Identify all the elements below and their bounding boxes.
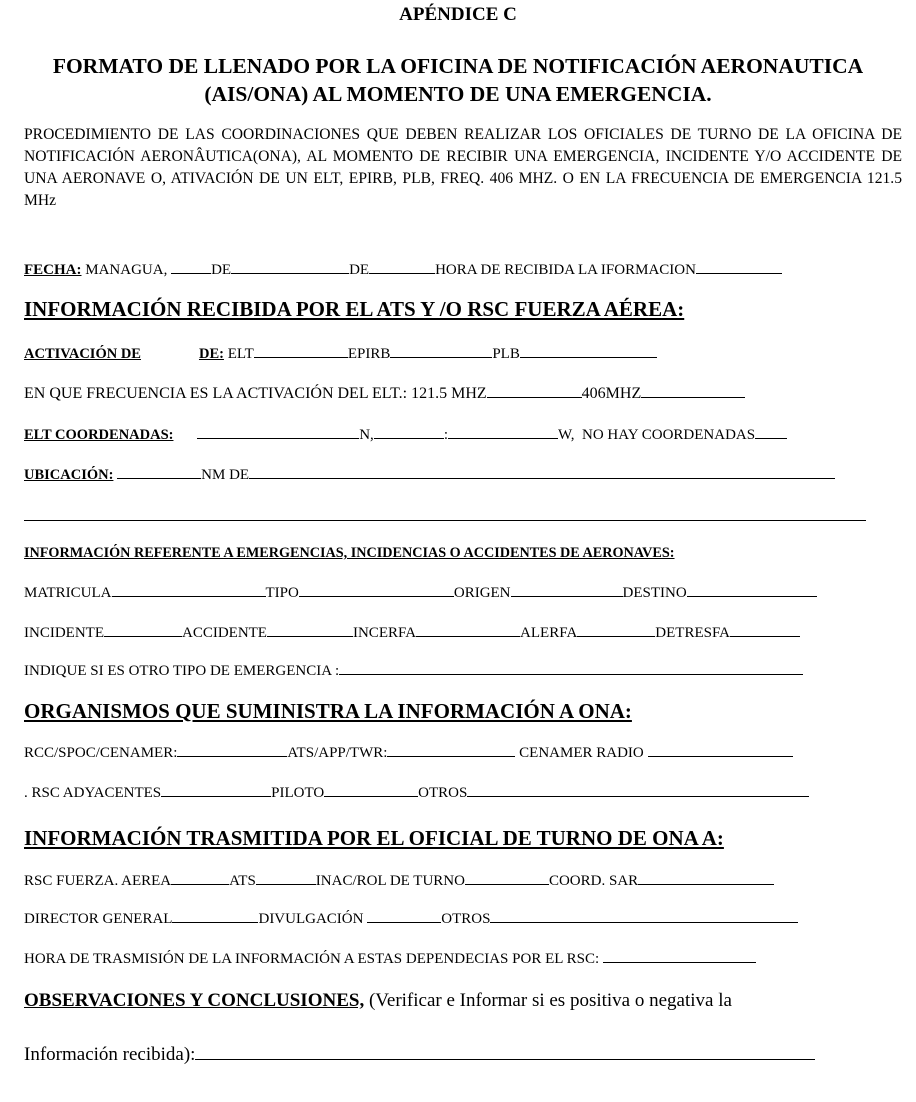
ubicacion-extra-line[interactable]: [24, 520, 866, 521]
activacion-plb-field[interactable]: [520, 343, 657, 358]
organismos-row: [24, 742, 793, 763]
tipo-label: TIPO: [265, 585, 299, 601]
fecha-label: FECHA:: [24, 262, 82, 278]
accidente-label: ACCIDENTE: [181, 625, 267, 641]
fecha-hora-label: HORA DE RECIBIDA LA IFORMACION: [435, 262, 696, 278]
activacion-epirb-label: EPIRB: [347, 346, 391, 362]
otros2-label: OTROS: [441, 911, 491, 927]
form-heading-line1: FORMATO DE LLENADO POR LA OFICINA DE NOTIFICACIÓN AERONAUTICA: [52, 54, 864, 78]
otros2-field[interactable]: [490, 908, 798, 923]
fecha-de2: DE: [349, 262, 370, 278]
hora-trasmision-label: HORA DE TRASMISIÓN DE LA INFORMACIÓN A ESTAS DEPENDECIAS POR EL RSC:: [24, 951, 600, 967]
director-label: DIRECTOR GENERAL: [24, 911, 173, 927]
cenamer-radio-label: CENAMER RADIO: [519, 745, 644, 761]
observaciones-row: [24, 988, 732, 1014]
rsc-adyacentes-label: . RSC ADYACENTES: [24, 785, 162, 801]
frecuencia-label: EN QUE FRECUENCIA ES LA ACTIVACIÓN DEL ELT.: 121.5 MHZ: [24, 385, 487, 402]
ats-label: ATS: [229, 873, 256, 889]
observaciones-text2: Información recibida):: [24, 1044, 196, 1065]
otro-tipo-label: INDIQUE SI ES OTRO TIPO DE EMERGENCIA :: [24, 663, 340, 679]
coordenadas-w: W,: [557, 427, 575, 443]
ubicacion-row: [24, 464, 835, 485]
info-emergencias-heading: INFORMACIÓN REFERENTE A EMERGENCIAS, INCIDENCIAS O ACCIDENTES DE AERONAVES:: [24, 545, 675, 561]
cenamer-radio-field[interactable]: [648, 742, 793, 757]
rsc-fuerza-field[interactable]: [171, 870, 229, 885]
incidente-field[interactable]: [104, 622, 182, 637]
ubicacion-label: UBICACIÓN:: [24, 467, 114, 483]
frecuencia-406-label: 406MHZ: [581, 385, 642, 402]
divulgacion-label: DIVULGACIÓN: [258, 911, 364, 927]
section-info-recibida: INFORMACIÓN RECIBIDA POR EL ATS Y /O RSC FUERZA AÉREA:: [24, 297, 685, 321]
piloto-field[interactable]: [324, 782, 418, 797]
observaciones-field[interactable]: [195, 1042, 815, 1060]
activacion-row: [24, 343, 657, 364]
destino-field[interactable]: [687, 582, 817, 597]
incerfa-field[interactable]: [416, 622, 520, 637]
frecuencia-121-field[interactable]: [487, 383, 582, 398]
procedure-intro: PROCEDIMIENTO DE LAS COORDINACIONES QUE DEBEN REALIZAR LOS OFICIALES DE TURNO DE LA OFICINA DE NOTIFICACIÓN AERONÂUTICA(ONA), AL MOMENTO DE RECIBIR UNA EMERGENCIA, INCIDENTE Y/O ACCIDENTE DE UNA AERONAVE O, ATIVACIÓN DE UN ELT, EPIRB, PLB, FREQ. 406 MHZ. O EN LA FRECUENCIA DE EMERGENCIA 121.5 MHz: [24, 126, 902, 209]
ats-field[interactable]: [256, 870, 316, 885]
origen-label: ORIGEN: [453, 585, 511, 601]
fecha-de1: DE: [211, 262, 232, 278]
aeronave-row: [24, 582, 817, 603]
hora-trasmision-row: [24, 948, 756, 969]
fecha-month-field[interactable]: [231, 259, 349, 274]
observaciones-row2: [24, 1042, 815, 1068]
section-trasmitida: INFORMACIÓN TRASMITIDA POR EL OFICIAL DE TURNO DE ONA A:: [24, 826, 724, 850]
section-organismos: ORGANISMOS QUE SUMINISTRA LA INFORMACIÓN A ONA:: [24, 699, 632, 723]
otro-tipo-row: [24, 660, 803, 681]
activacion-label: ACTIVACIÓN DE DE:: [24, 346, 224, 362]
alerfa-field[interactable]: [577, 622, 655, 637]
incerfa-label: INCERFA: [352, 625, 417, 641]
piloto-label: PILOTO: [271, 785, 325, 801]
matricula-label: MATRICULA: [24, 585, 112, 601]
hora-trasmision-field[interactable]: [603, 948, 756, 963]
activacion-elt-field[interactable]: [254, 343, 348, 358]
incidente-label: INCIDENTE: [24, 625, 104, 641]
inac-label: INAC/ROL DE TURNO: [315, 873, 465, 889]
ubicacion-nm-field[interactable]: [117, 464, 201, 479]
ats-app-label: ATS/APP/TWR:: [287, 745, 388, 761]
director-field[interactable]: [172, 908, 258, 923]
coord-sar-label: COORD. SAR: [548, 873, 639, 889]
otros-field[interactable]: [467, 782, 809, 797]
coordenadas-lat-field[interactable]: [197, 424, 359, 439]
frecuencia-row: [24, 383, 745, 404]
tipo-field[interactable]: [299, 582, 454, 597]
activacion-plb-label: PLB: [492, 346, 520, 362]
divulgacion-field[interactable]: [367, 908, 441, 923]
fecha-hora-field[interactable]: [696, 259, 782, 274]
coordenadas-n: N,: [359, 427, 374, 443]
coordenadas-no-hay-field[interactable]: [755, 424, 787, 439]
otros-label: OTROS: [418, 785, 468, 801]
fecha-year-field[interactable]: [369, 259, 435, 274]
organismos2-row: [24, 782, 809, 803]
coordenadas-colon: :: [443, 427, 448, 443]
destino-label: DESTINO: [622, 585, 687, 601]
observaciones-text1: (Verificar e Informar si es positiva o negativa la: [364, 990, 732, 1011]
frecuencia-406-field[interactable]: [641, 383, 745, 398]
coordenadas-label: ELT COORDENADAS:: [24, 427, 174, 443]
accidente-field[interactable]: [267, 622, 353, 637]
rcc-field[interactable]: [177, 742, 287, 757]
fecha-day-field[interactable]: [171, 259, 211, 274]
ubicacion-nm-label: NM DE: [201, 467, 250, 483]
detresfa-field[interactable]: [730, 622, 800, 637]
rsc-adyacentes-field[interactable]: [161, 782, 271, 797]
inac-field[interactable]: [465, 870, 549, 885]
fecha-row: [24, 259, 782, 280]
coordenadas-min-field[interactable]: [374, 424, 444, 439]
coord-sar-field[interactable]: [638, 870, 774, 885]
coordenadas-row: [24, 424, 787, 445]
ats-app-field[interactable]: [387, 742, 515, 757]
activacion-elt-label: ELT: [227, 346, 254, 362]
rcc-label: RCC/SPOC/CENAMER:: [24, 745, 178, 761]
fecha-city: MANAGUA,: [85, 262, 168, 278]
trasmitida-row: [24, 870, 774, 891]
fases-row: [24, 622, 800, 643]
otro-tipo-field[interactable]: [339, 660, 803, 675]
form-heading-line2: (AIS/ONA) AL MOMENTO DE UNA EMERGENCIA.: [204, 82, 712, 106]
trasmitida2-row: [24, 908, 798, 929]
form-heading: [0, 52, 916, 108]
alerfa-label: ALERFA: [520, 625, 578, 641]
coordenadas-lon-field[interactable]: [448, 424, 558, 439]
activacion-epirb-field[interactable]: [390, 343, 492, 358]
appendix-title: APÉNDICE C: [399, 4, 517, 25]
matricula-field[interactable]: [112, 582, 266, 597]
ubicacion-ref-field[interactable]: [249, 464, 835, 479]
observaciones-label: OBSERVACIONES Y CONCLUSIONES,: [24, 990, 365, 1011]
origen-field[interactable]: [511, 582, 623, 597]
rsc-fuerza-label: RSC FUERZA. AEREA: [24, 873, 172, 889]
detresfa-label: DETRESFA: [655, 625, 731, 641]
coordenadas-no-hay: NO HAY COORDENADAS: [582, 427, 756, 443]
